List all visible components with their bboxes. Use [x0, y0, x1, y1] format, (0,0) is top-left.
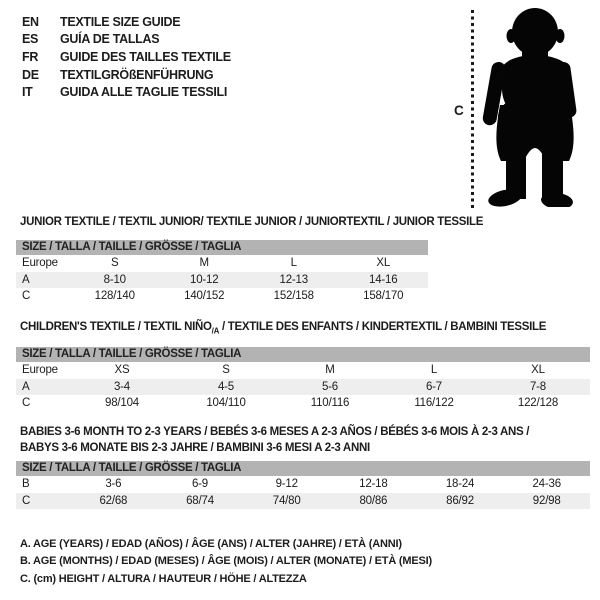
table-cell: 5-6: [321, 380, 339, 393]
babies-size-table: [16, 461, 590, 509]
row-label: A: [22, 273, 30, 286]
footnotes: [20, 536, 432, 588]
table-cell: 3-6: [105, 478, 122, 490]
table-cell: 4-5: [217, 380, 235, 393]
table-cell: 152/158: [273, 290, 314, 302]
language-code: ES: [22, 32, 39, 47]
table-cell: 92/98: [532, 494, 561, 507]
table-row: [16, 288, 428, 305]
table-cell: 62/68: [99, 494, 128, 507]
table-cell: XS: [114, 364, 130, 376]
row-label: A: [22, 380, 30, 393]
section-title-junior: JUNIOR TEXTILE / TEXTIL JUNIOR/ TEXTILE JUNIOR / JUNIORTEXTIL / JUNIOR TESSILE: [20, 216, 484, 228]
table-header-bar: SIZE / TALLA / TAILLE / GRÖSSE / TAGLIA: [16, 347, 590, 362]
row-label: Europe: [22, 257, 58, 269]
table-cell: 68/74: [186, 494, 214, 507]
table-cell: 158/170: [363, 290, 404, 302]
table-cell: 8-10: [103, 273, 126, 286]
language-code: IT: [22, 85, 33, 100]
table-cell: 116/122: [414, 397, 454, 409]
table-cell: 24-36: [532, 478, 561, 490]
language-code: DE: [22, 67, 39, 82]
table-cell: 86/92: [446, 494, 474, 507]
row-label: B: [22, 478, 30, 490]
language-row: [22, 48, 231, 66]
language-label: GUIDA ALLE TAGLIE TESSILI: [60, 85, 228, 100]
table-cell: 9-12: [275, 478, 298, 490]
table-cell: 12-18: [359, 478, 388, 490]
table-cell: 10-12: [190, 273, 219, 286]
table-header-bar: SIZE / TALLA / TAILLE / GRÖSSE / TAGLIA: [16, 240, 428, 255]
toddler-silhouette-icon: [480, 5, 582, 207]
height-dotted-line: [471, 10, 474, 208]
table-cell: M: [325, 364, 335, 376]
table-row: [16, 255, 428, 272]
footnote-height: C. (cm) HEIGHT / ALTURA / HAUTEUR / HÖHE / ALTEZZA: [20, 572, 307, 585]
table-cell: S: [222, 364, 230, 376]
table-cell: 98/104: [105, 397, 139, 409]
table-row: [16, 272, 428, 289]
table-row: [16, 493, 590, 510]
table-cell: 104/110: [206, 397, 246, 409]
section-title-babies-line1: BABIES 3-6 MONTH TO 2-3 YEARS / BEBÉS 3-6 MESES A 2-3 AÑOS / BÉBÉS 3-6 MOIS À 2-3 ANS /: [20, 426, 530, 438]
table-cell: 12-13: [279, 273, 308, 286]
footnote-age-months: B. AGE (MONTHS) / EDAD (MESES) / ÂGE (MOIS) / ALTER (MONATE) / ETÀ (MESI): [20, 555, 432, 568]
language-row: [22, 31, 231, 49]
row-label: C: [22, 494, 31, 507]
table-cell: XL: [531, 364, 545, 376]
row-label: Europe: [22, 364, 58, 376]
junior-size-table: [16, 240, 428, 305]
table-row: [16, 362, 590, 379]
table-cell: XL: [376, 257, 391, 269]
row-label: C: [22, 397, 31, 409]
table-cell: 128/140: [94, 290, 135, 302]
table-cell: 122/128: [517, 397, 559, 409]
language-code: EN: [22, 14, 39, 29]
table-cell: 14-16: [369, 273, 398, 286]
height-measure-label: C: [454, 103, 464, 118]
language-label: GUÍA DE TALLAS: [60, 32, 160, 47]
language-label: TEXTILGRÖßENFÜHRUNG: [60, 67, 214, 82]
table-cell: 80/86: [359, 494, 388, 507]
footnote-age-years: A. AGE (YEARS) / EDAD (AÑOS) / ÂGE (ANS) / ALTER (JAHRE) / ETÀ (ANNI): [20, 538, 402, 550]
language-row: [22, 83, 231, 101]
table-cell: 74/80: [272, 494, 301, 507]
language-legend: [22, 13, 231, 101]
table-cell: 110/116: [310, 397, 350, 409]
table-cell: 7-8: [529, 380, 547, 393]
language-label: GUIDE DES TAILLES TEXTILE: [60, 49, 231, 64]
section-title-children: CHILDREN'S TEXTILE / TEXTIL $NIÑO_{/A}$ / TEXTILE DES ENFANTS / KINDERTEXTIL / BAMBINI TESSILE: [20, 321, 547, 336]
table-cell: M: [199, 257, 209, 269]
language-code: FR: [22, 49, 39, 64]
row-label: C: [22, 290, 31, 302]
table-row: [16, 395, 590, 412]
table-cell: 6-9: [191, 478, 209, 490]
language-label: TEXTILE SIZE GUIDE: [60, 14, 181, 29]
table-row: [16, 379, 590, 396]
language-row: [22, 13, 231, 31]
table-cell: 18-24: [445, 478, 475, 490]
table-row: [16, 476, 590, 493]
table-cell: 140/152: [184, 290, 225, 302]
table-cell: L: [290, 257, 297, 269]
table-cell: L: [430, 364, 438, 376]
children-size-table: [16, 347, 590, 412]
table-header-bar: SIZE / TALLA / TAILLE / GRÖSSE / TAGLIA: [16, 461, 590, 476]
table-cell: 3-4: [113, 380, 131, 393]
table-cell: 6-7: [425, 380, 443, 393]
section-title-babies-line2: BABYS 3-6 MONATE BIS 2-3 JAHRE / BAMBINI 3-6 MESI A 2-3 ANNI: [20, 442, 370, 454]
table-cell: S: [111, 257, 119, 269]
language-row: [22, 66, 231, 84]
